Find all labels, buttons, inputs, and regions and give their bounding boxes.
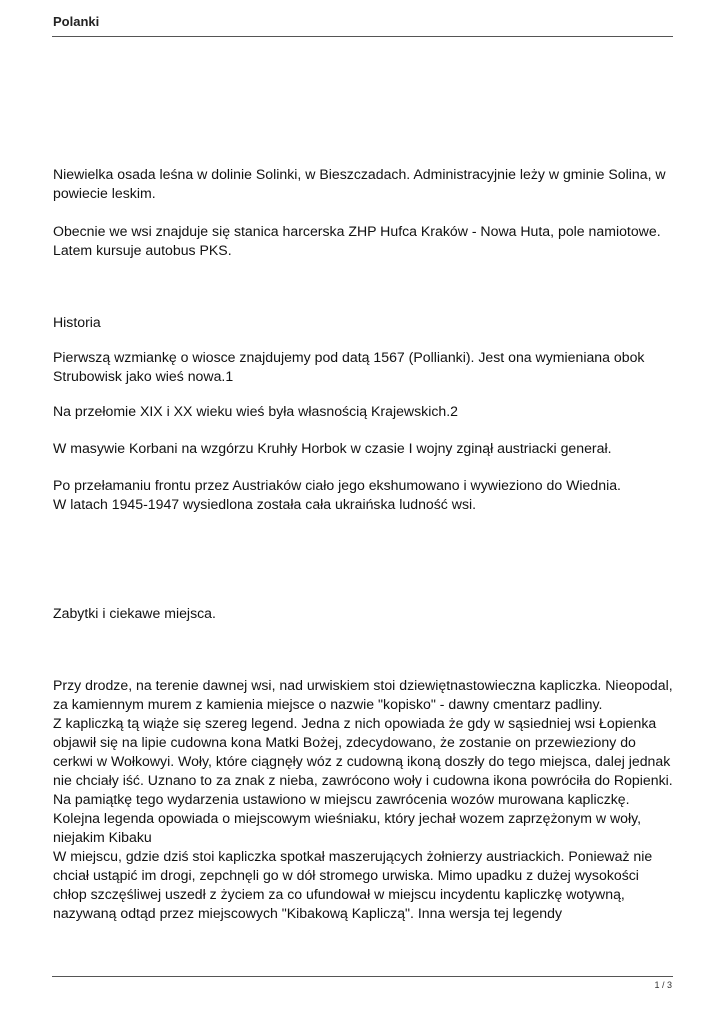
page-number: 1 / 3 — [654, 980, 672, 990]
zabytki-paragraphs — [53, 676, 673, 923]
historia-paragraph-1-text: Pierwszą wzmiankę o wiosce znajdujemy pod datą 1567 (Pollianki). Jest ona wymieniana obok Strubowisk jako wieś nowa.1 — [53, 349, 645, 384]
zabytki-paragraph-2-text: Z kapliczką tą wiąże się szereg legend. Jedna z nich opowiada że gdy w sąsiedniej wsi Łopienka objawił się na lipie cudowna kona Matki Bożej, zdecydowano, że zostanie on przewieziony do cerkwi w Wołkowyi. Woły, które ciągnęły wóz z cudowną ikoną doszły do tego miejsca, dalej jednak nie chciały iść. Uznano to za znak z nieba, zawrócono woły i cudowna ikona powróciła do Ropienki. Na pamiątkę tego wydarzenia ustawiono w miejscu zawrócenia wozów murowana kapliczkę. Kolejna legenda opowiada o miejscowym wieśniaku, który jechał wozem zaprzężonym w woły, niejakim Kibaku — [53, 715, 673, 845]
section-heading-zabytki — [53, 604, 673, 623]
zabytki-paragraph-3-text: W miejscu, gdzie dziś stoi kapliczka spotkał maszerujących żołnierzy austriackich. Ponieważ nie chciał ustąpić im drogi, zepchnęli go w dół stromego urwiska. Mimo upadku z dużej wysokości chłop szczęśliwej uszedł z życiem za co ufundował w miejscu incydentu kapliczkę wotywną, nazywaną odtąd przez miejscowych "Kibakową Kapliczą". Inna wersja tej legendy — [53, 848, 653, 921]
historia-paragraph-2-text: Na przełomie XIX i XX wieku wieś była własnością Krajewskich.2 — [53, 403, 458, 419]
historia-paragraph-3-text: W masywie Korbani na wzgórzu Kruhły Horbok w czasie I wojny zginął austriacki generał. — [53, 440, 612, 456]
intro-paragraph-1 — [53, 165, 673, 203]
page-header-title: Polanki — [53, 14, 100, 29]
historia-paragraph-4 — [53, 476, 673, 514]
intro-paragraph-2 — [53, 222, 673, 260]
historia-paragraph-4-line-1: Po przełamaniu frontu przez Austriaków ciało jego ekshumowano i wywieziono do Wiednia. — [53, 477, 621, 493]
historia-paragraph-3 — [53, 439, 673, 458]
historia-paragraph-2 — [53, 402, 673, 421]
section-heading-historia — [53, 313, 673, 332]
intro-paragraph-2-text: Obecnie we wsi znajduje się stanica harcerska ZHP Hufca Kraków - Nowa Huta, pole namiotowe. Latem kursuje autobus PKS. — [53, 223, 661, 258]
header-divider — [52, 36, 673, 37]
historia-paragraph-4-line-2: W latach 1945-1947 wysiedlona została cała ukraińska ludność wsi. — [53, 496, 477, 512]
footer-divider — [52, 976, 673, 977]
intro-paragraph-1-text: Niewielka osada leśna w dolinie Solinki, w Bieszczadach. Administracyjnie leży w gminie Solina, w powiecie leskim. — [53, 166, 666, 201]
zabytki-paragraph-1-text: Przy drodze, na terenie dawnej wsi, nad urwiskiem stoi dziewiętnastowieczna kapliczka. Nieopodal, za kamiennym murem z kamienia miejsce o nazwie "kopisko" - dawny cmentarz padliny. — [53, 677, 673, 712]
zabytki-heading-text: Zabytki i ciekawe miejsca. — [53, 605, 216, 621]
historia-paragraph-1 — [53, 348, 673, 386]
historia-heading-text: Historia — [53, 314, 101, 330]
